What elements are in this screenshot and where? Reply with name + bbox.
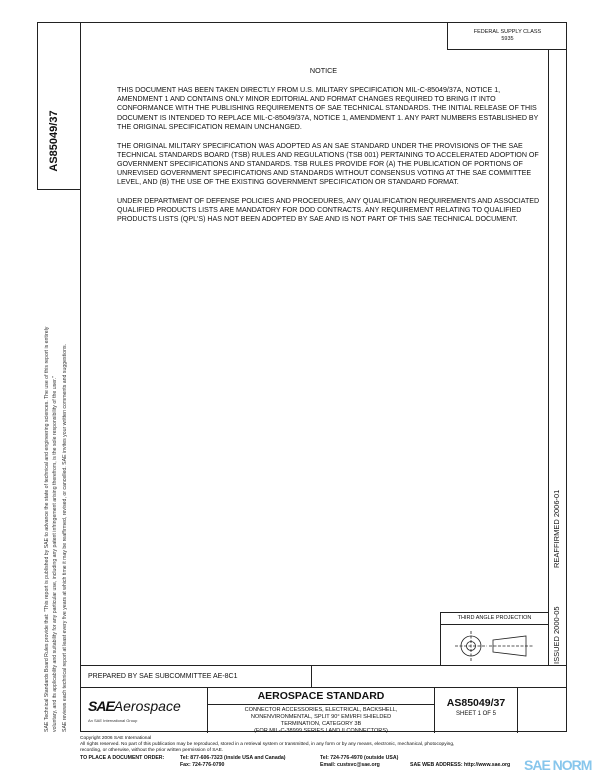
legal-notice-line: SAE Technical Standards Board Rules provide that: "This report is published by SAE to advance the state of technical and engineering sciences. The use of this report is entirely <box>44 326 50 732</box>
document-number-cell <box>435 688 518 733</box>
notice-title: NOTICE <box>309 66 338 75</box>
prepared-by: PREPARED BY SAE SUBCOMMITTEE AE-8C1 <box>80 666 312 688</box>
standard-type: AEROSPACE STANDARD <box>208 688 434 705</box>
third-angle-projection-icon <box>441 625 549 667</box>
side-doc-id: AS85049/37 <box>48 110 60 172</box>
legal-notice-line: SAE reviews each technical report at least every five years at which time it may be reaffirmed, revised, or cancelled. SAE invites your written comments and suggestions. <box>62 344 68 732</box>
notice-paragraph: THIS DOCUMENT HAS BEEN TAKEN DIRECTLY FROM U.S. MILITARY SPECIFICATION MIL-C-85049/37A, NOTICE 1, AMENDMENT 1 AND CONTAINS ONLY MINOR EDITORIAL AND FORMAT CHANGES REQUIRED TO BRING IT INTO CONFORMANCE WITH THE PUBLISHING REQUIREMENTS OF SAE TECHNICAL STANDARDS. THE INITIAL RELEASE OF THIS DOCUMENT IS INTENDED TO REPLACE MIL-C-85049/37A, NOTICE 1, AMENDMENT 1. ANY PART NUMBERS ESTABLISHED BY THE ORIGINAL SPECIFICATION REMAIN UNCHANGED. <box>117 86 539 131</box>
sae-norm-watermark: SAE NORM <box>524 757 592 773</box>
notice-paragraph: THE ORIGINAL MILITARY SPECIFICATION WAS ADOPTED AS AN SAE STANDARD UNDER THE PROVISIONS OF THE SAE TECHNICAL STANDARDS BOARD (TSB) RULES AND REGULATIONS (TSB 001) PERTAINING TO ACCELERATED ADOPTION OF GOVERNMENT SPECIFICATIONS AND STANDARDS. TSB RULES PROVIDE FOR (A) THE PUBLICATION OF PORTIONS OF UNREVISED GOVERNMENT SPECIFICATIONS AND STANDARDS WITHOUT CONSENSUS VOTING AT THE SAE COMMITTEE LEVEL, AND (B) THE USE OF THE EXISTING GOVERNMENT SPECIFICATION OR STANDARD FORMAT. <box>117 141 539 187</box>
reaffirmed-date: REAFFIRMED 2006-01 <box>552 489 561 568</box>
title-line: TERMINATION, CATEGORY 3B <box>280 721 362 727</box>
order-label: TO PLACE A DOCUMENT ORDER: <box>80 754 165 761</box>
projection-label: THIRD ANGLE PROJECTION <box>441 613 548 625</box>
footer <box>80 736 560 769</box>
fax: Fax: 724-776-0790 <box>180 761 225 768</box>
rights-statement: All rights reserved. No part of this publication may be reproduced, stored in a retrieval system or transmitted, in any form or by any means, electronic, mechanical, photocopying, <box>80 742 455 748</box>
projection-box <box>440 612 548 665</box>
document-number: AS85049/37 <box>446 697 506 709</box>
email-link[interactable]: Email: custsvc@sae.org <box>320 761 380 768</box>
tel-domestic: Tel: 877-606-7323 (inside USA and Canada) <box>180 754 286 761</box>
title-line: (FOR MIL-C-38999 SERIES I AND II CONNECTORS) <box>254 728 388 734</box>
right-strip-divider <box>548 50 549 665</box>
legal-notice-line: voluntary, and its applicability and suitability for any particular use, including any patent infringement arising therefrom, is the sole responsibility of the user." <box>52 376 58 732</box>
issued-date: ISSUED 2000-05 <box>552 606 561 664</box>
tel-international: Tel: 724-776-4970 (outside USA) <box>320 754 399 761</box>
web-address-link[interactable]: SAE WEB ADDRESS: http://www.sae.org <box>410 761 511 768</box>
sheet-number: SHEET 1 OF 5 <box>456 711 496 717</box>
title-block <box>80 665 567 732</box>
title-line: CONNECTOR ACCESSORIES, ELECTRICAL, BACKSHELL, <box>244 707 398 713</box>
notice-paragraph: UNDER DEPARTMENT OF DEFENSE POLICIES AND PROCEDURES, ANY QUALIFICATION REQUIREMENTS AND ASSOCIATED QUALIFIED PRODUCTS LISTS ARE MANDATORY FOR DOD CONTRACTS. ANY REQUIREMENT RELATING TO QUALIFIED PRODUCTS LISTS (QPL'S) HAS NOT BEEN ADOPTED BY SAE AND IS NOT PART OF THIS SAE TECHNICAL DOCUMENT. <box>117 197 540 224</box>
notice-body <box>117 86 545 234</box>
title-line: NONENVIRONMENTAL, SPLIT 90° EMI/RFI SHIELDED <box>250 714 392 720</box>
fsc-value: 5935 <box>501 36 514 42</box>
document-title <box>208 705 434 735</box>
fsc-label: FEDERAL SUPPLY CLASS <box>473 29 542 35</box>
federal-supply-class <box>447 22 567 50</box>
title-block-empty-cell <box>312 666 567 688</box>
rights-statement: recording, or otherwise, without the prior written permission of SAE. <box>80 748 224 754</box>
sae-aerospace-logo: SAEAerospace An SAE International Group <box>80 688 208 733</box>
standard-title-cell <box>208 688 435 733</box>
copyright: Copyright 2006 SAE International <box>80 736 152 741</box>
